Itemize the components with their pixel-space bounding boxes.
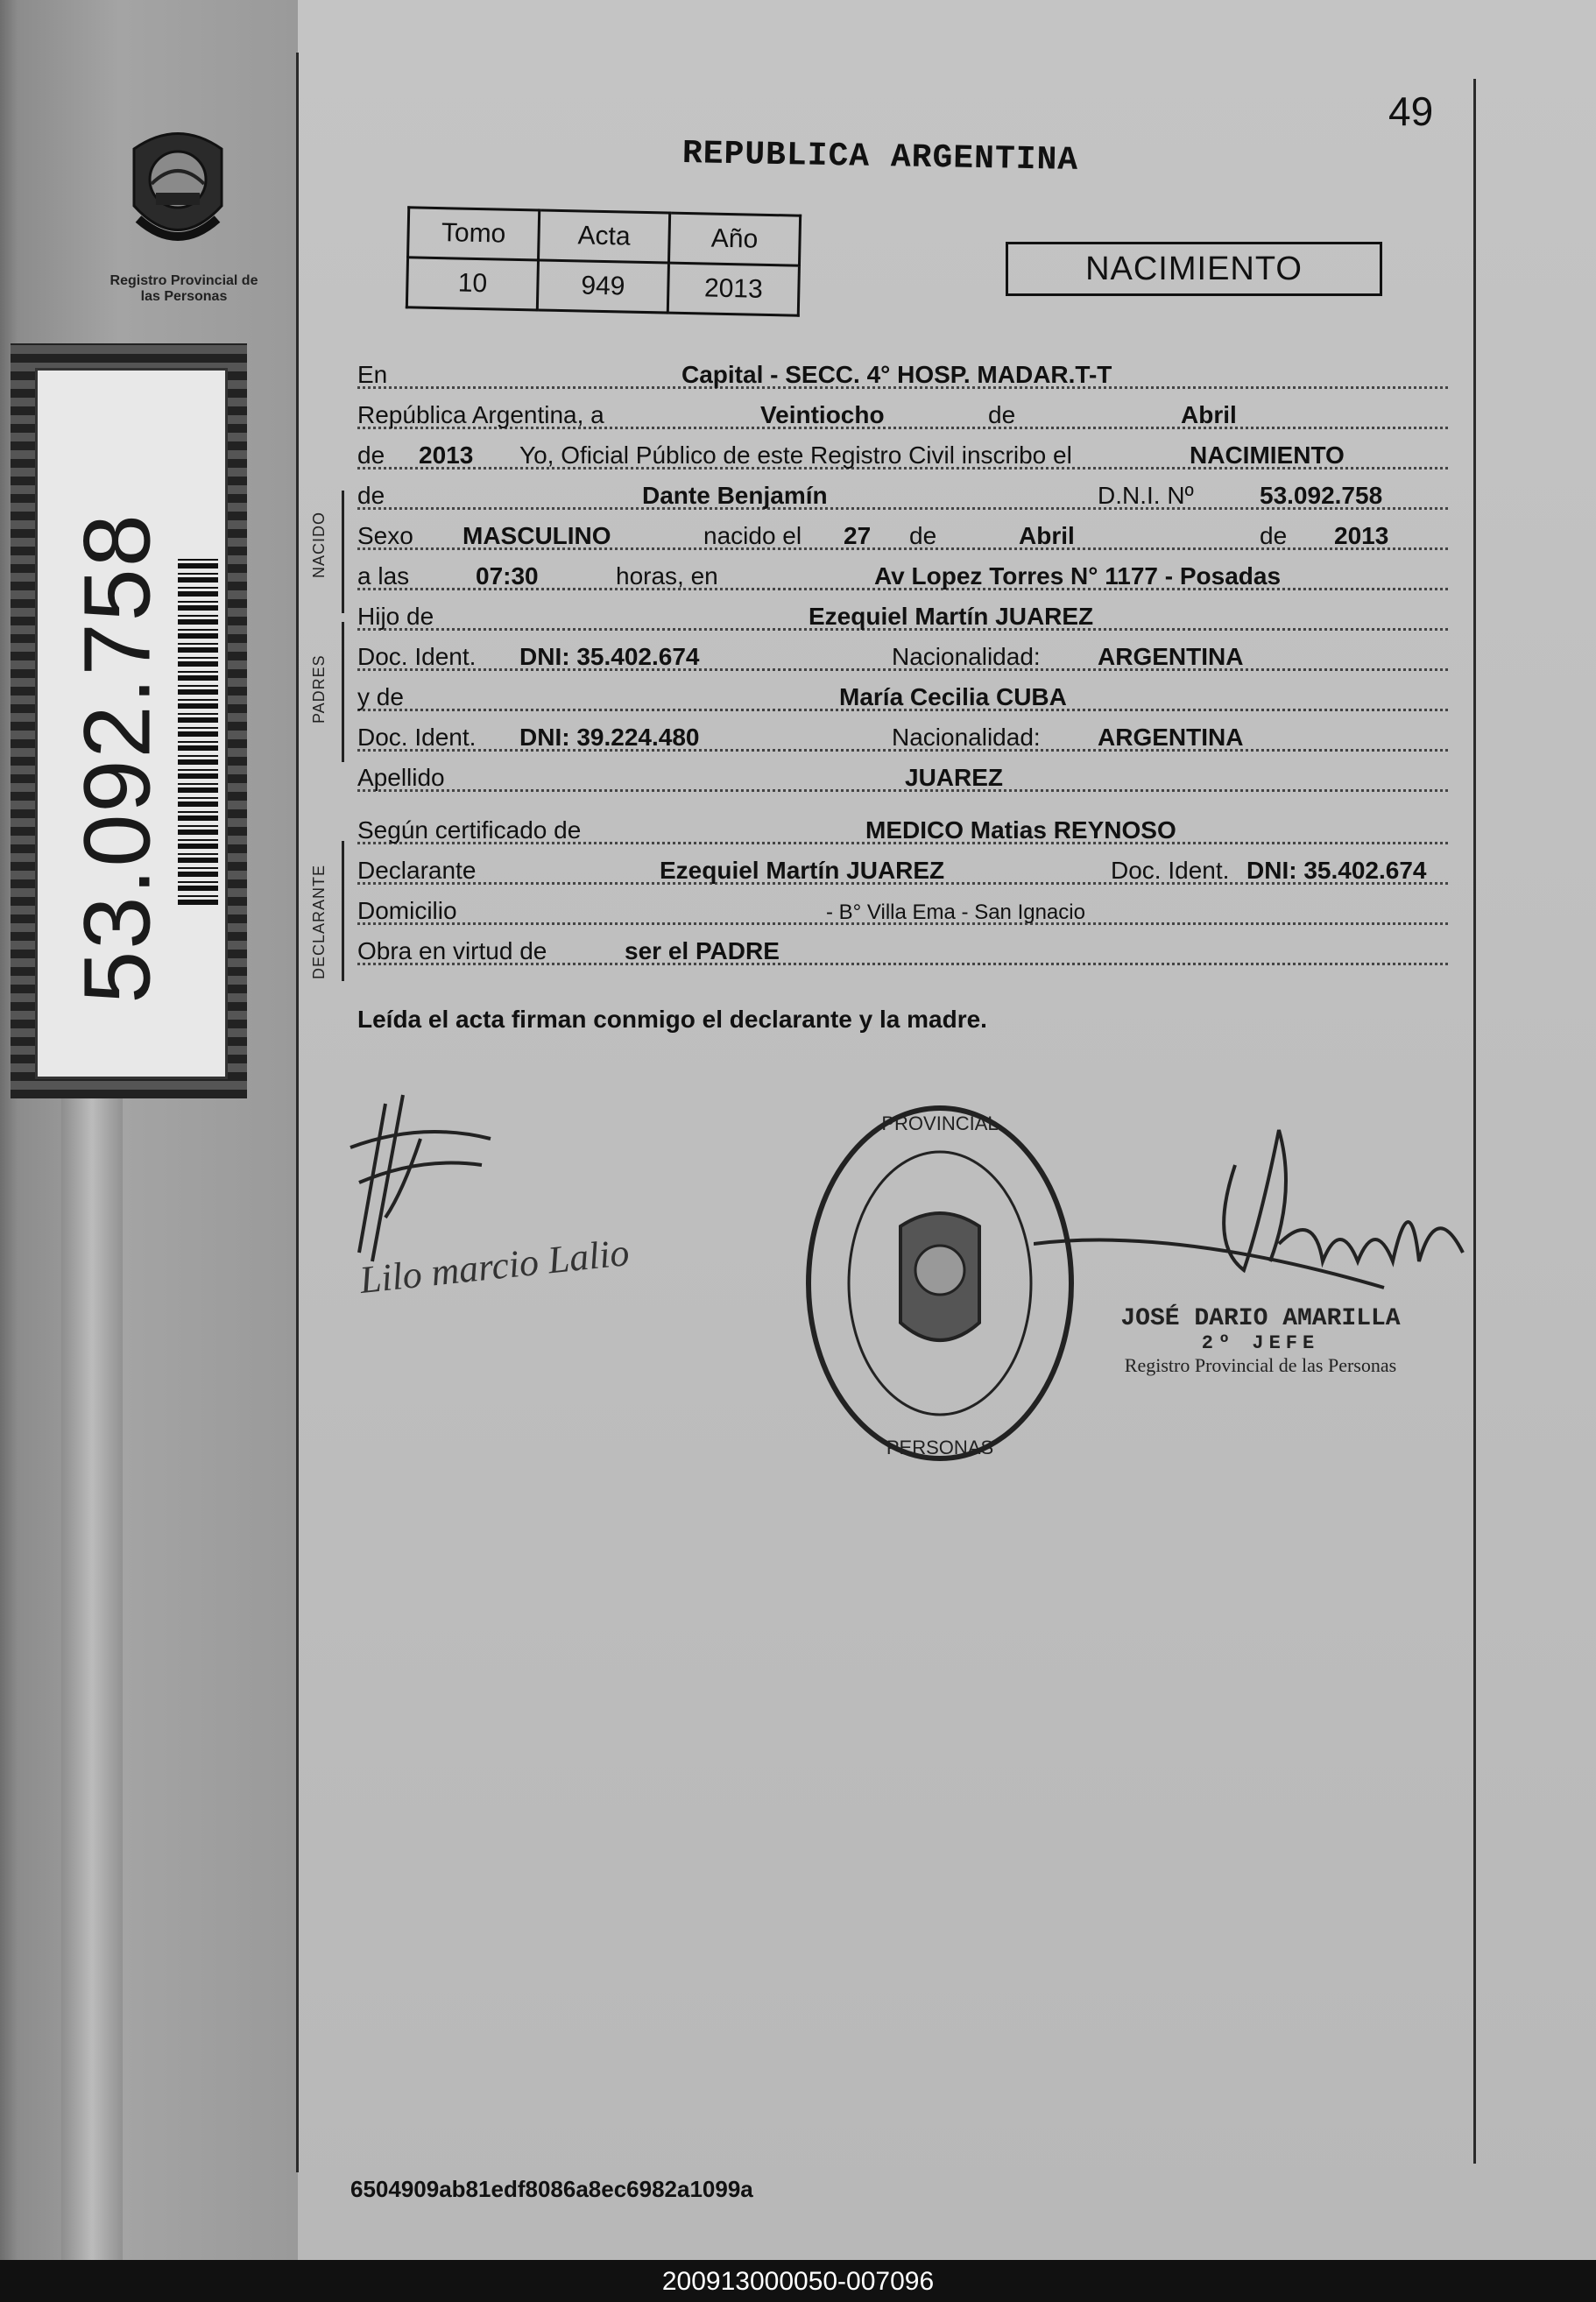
label-segun-certificado: Según certificado de <box>357 816 582 844</box>
label-de-2: de <box>357 441 385 469</box>
line-padre <box>357 599 1448 639</box>
section-bracket-nacido <box>342 491 344 613</box>
label-hijo-de: Hijo de <box>357 603 434 630</box>
ref-header-acta: Acta <box>539 210 670 263</box>
value-padre: Ezequiel Martín JUAREZ <box>809 603 1094 630</box>
stub-number: 53.092.758 <box>63 512 170 1004</box>
label-en: En <box>357 361 388 388</box>
value-lugar-nacimiento: Av Lopez Torres N° 1177 - Posadas <box>874 562 1282 590</box>
ref-header-tomo: Tomo <box>408 208 540 260</box>
mother-handwritten-name: Lilo marcio Lalio <box>357 1230 632 1303</box>
signer-block <box>1098 1305 1423 1377</box>
act-type-box: NACIMIENTO <box>1006 242 1382 296</box>
barcode-icon <box>178 554 218 905</box>
value-apellido: JUAREZ <box>905 764 1004 791</box>
value-nacido-anio: 2013 <box>1334 522 1389 549</box>
value-nombre: Dante Benjamín <box>642 482 828 509</box>
value-madre-nacionalidad: ARGENTINA <box>1098 724 1244 751</box>
value-nacido-dia: 27 <box>844 522 872 549</box>
label-nacionalidad-2: Nacionalidad: <box>892 724 1041 751</box>
label-doc-ident-3: Doc. Ident. <box>1111 857 1230 884</box>
label-nacionalidad-1: Nacionalidad: <box>892 643 1041 670</box>
label-dni: D.N.I. Nº <box>1098 482 1194 509</box>
ref-value-anio: 2013 <box>667 263 799 315</box>
value-lugar-acta: Capital - SECC. 4° HOSP. MADAR.T-T <box>681 361 1112 388</box>
value-obra: ser el PADRE <box>625 937 780 964</box>
label-doc-ident-2: Doc. Ident. <box>357 724 477 751</box>
ref-value-tomo: 10 <box>406 258 538 310</box>
label-de-3: de <box>357 482 385 509</box>
right-margin-line <box>1473 79 1476 2164</box>
value-padre-nacionalidad: ARGENTINA <box>1098 643 1244 670</box>
line-hora <box>357 559 1448 599</box>
line-obra <box>357 934 1448 974</box>
signer-registry: Registro Provincial de las Personas <box>1124 1354 1397 1376</box>
section-label-nacido: NACIDO <box>310 511 328 578</box>
value-nacido-mes: Abril <box>1019 522 1075 549</box>
section-bracket-declarante <box>342 841 344 981</box>
value-anio: 2013 <box>419 441 474 469</box>
label-yo-oficial: Yo, Oficial Público de este Registro Civil inscribo el <box>519 441 1072 469</box>
section-label-declarante: DECLARANTE <box>310 864 328 979</box>
svg-text:PROVINCIAL: PROVINCIAL <box>881 1112 999 1134</box>
value-madre: María Cecilia CUBA <box>839 683 1067 710</box>
line-certificado <box>357 813 1448 853</box>
value-dni: 53.092.758 <box>1260 482 1383 509</box>
label-horas-en: horas, en <box>616 562 718 590</box>
label-apellido: Apellido <box>357 764 445 791</box>
stub-spine <box>61 1095 123 2260</box>
line-domicilio <box>357 893 1448 934</box>
value-declarante: Ezequiel Martín JUAREZ <box>660 857 945 884</box>
value-mes: Abril <box>1181 401 1237 428</box>
label-obra-en-virtud: Obra en virtud de <box>357 937 547 964</box>
line-declarante <box>357 853 1448 893</box>
ref-header-anio: Año <box>668 213 800 265</box>
signer-title: 2º JEFE <box>1201 1332 1320 1354</box>
signer-name: JOSÉ DARIO AMARILLA <box>1120 1305 1401 1332</box>
label-de-1: de <box>988 401 1016 428</box>
label-republica: República Argentina, a <box>357 401 604 428</box>
id-label <box>11 343 247 1098</box>
official-signature-icon <box>1034 1112 1472 1323</box>
label-nacido: nacido el <box>703 522 802 549</box>
section-bracket-padres <box>342 622 344 762</box>
value-dia: Veintiocho <box>760 401 885 428</box>
line-sexo <box>357 519 1448 559</box>
ref-value-acta: 949 <box>537 260 668 313</box>
line-yo <box>357 438 1448 478</box>
label-doc-ident-1: Doc. Ident. <box>357 643 477 670</box>
svg-text:PERSONAS: PERSONAS <box>886 1437 994 1458</box>
line-apellido <box>357 760 1448 801</box>
section-label-padres: PADRES <box>310 654 328 724</box>
value-certificado: MEDICO Matias REYNOSO <box>865 816 1176 844</box>
line-madre <box>357 680 1448 720</box>
label-de-5: de <box>1260 522 1288 549</box>
line-en <box>357 357 1448 398</box>
certificate-form <box>357 357 1448 974</box>
stub-registry-label: Registro Provincial de las Personas <box>109 273 258 304</box>
value-declarante-dni: DNI: 35.402.674 <box>1246 857 1427 884</box>
page-number: 49 <box>1388 88 1434 134</box>
line-madre-doc <box>357 720 1448 760</box>
page-title: REPUBLICA ARGENTINA <box>681 135 1079 180</box>
value-domicilio: - B° Villa Ema - San Ignacio <box>826 900 1085 924</box>
registry-stub <box>0 0 298 2260</box>
left-margin-line <box>296 53 299 2172</box>
label-declarante: Declarante <box>357 857 477 884</box>
province-crest-icon <box>121 123 235 263</box>
line-republica <box>357 398 1448 438</box>
value-sexo: MASCULINO <box>463 522 611 549</box>
line-nombre <box>357 478 1448 519</box>
label-a-las: a las <box>357 562 410 590</box>
value-inscribo: NACIMIENTO <box>1190 441 1345 469</box>
closing-statement: Leída el acta firman conmigo el declarante y la madre. <box>357 1006 987 1033</box>
label-domicilio: Domicilio <box>357 897 457 924</box>
label-de-4: de <box>909 522 937 549</box>
value-padre-dni: DNI: 35.402.674 <box>519 643 700 670</box>
document-hash: 6504909ab81edf8086a8ec6982a1099a <box>350 2176 753 2202</box>
bottom-document-id: 200913000050-007096 <box>661 2267 935 2296</box>
value-madre-dni: DNI: 39.224.480 <box>519 724 700 751</box>
label-sexo: Sexo <box>357 522 413 549</box>
label-y-de: y de <box>357 683 404 710</box>
reference-table <box>406 206 802 316</box>
line-padre-doc <box>357 639 1448 680</box>
value-hora: 07:30 <box>476 562 539 590</box>
